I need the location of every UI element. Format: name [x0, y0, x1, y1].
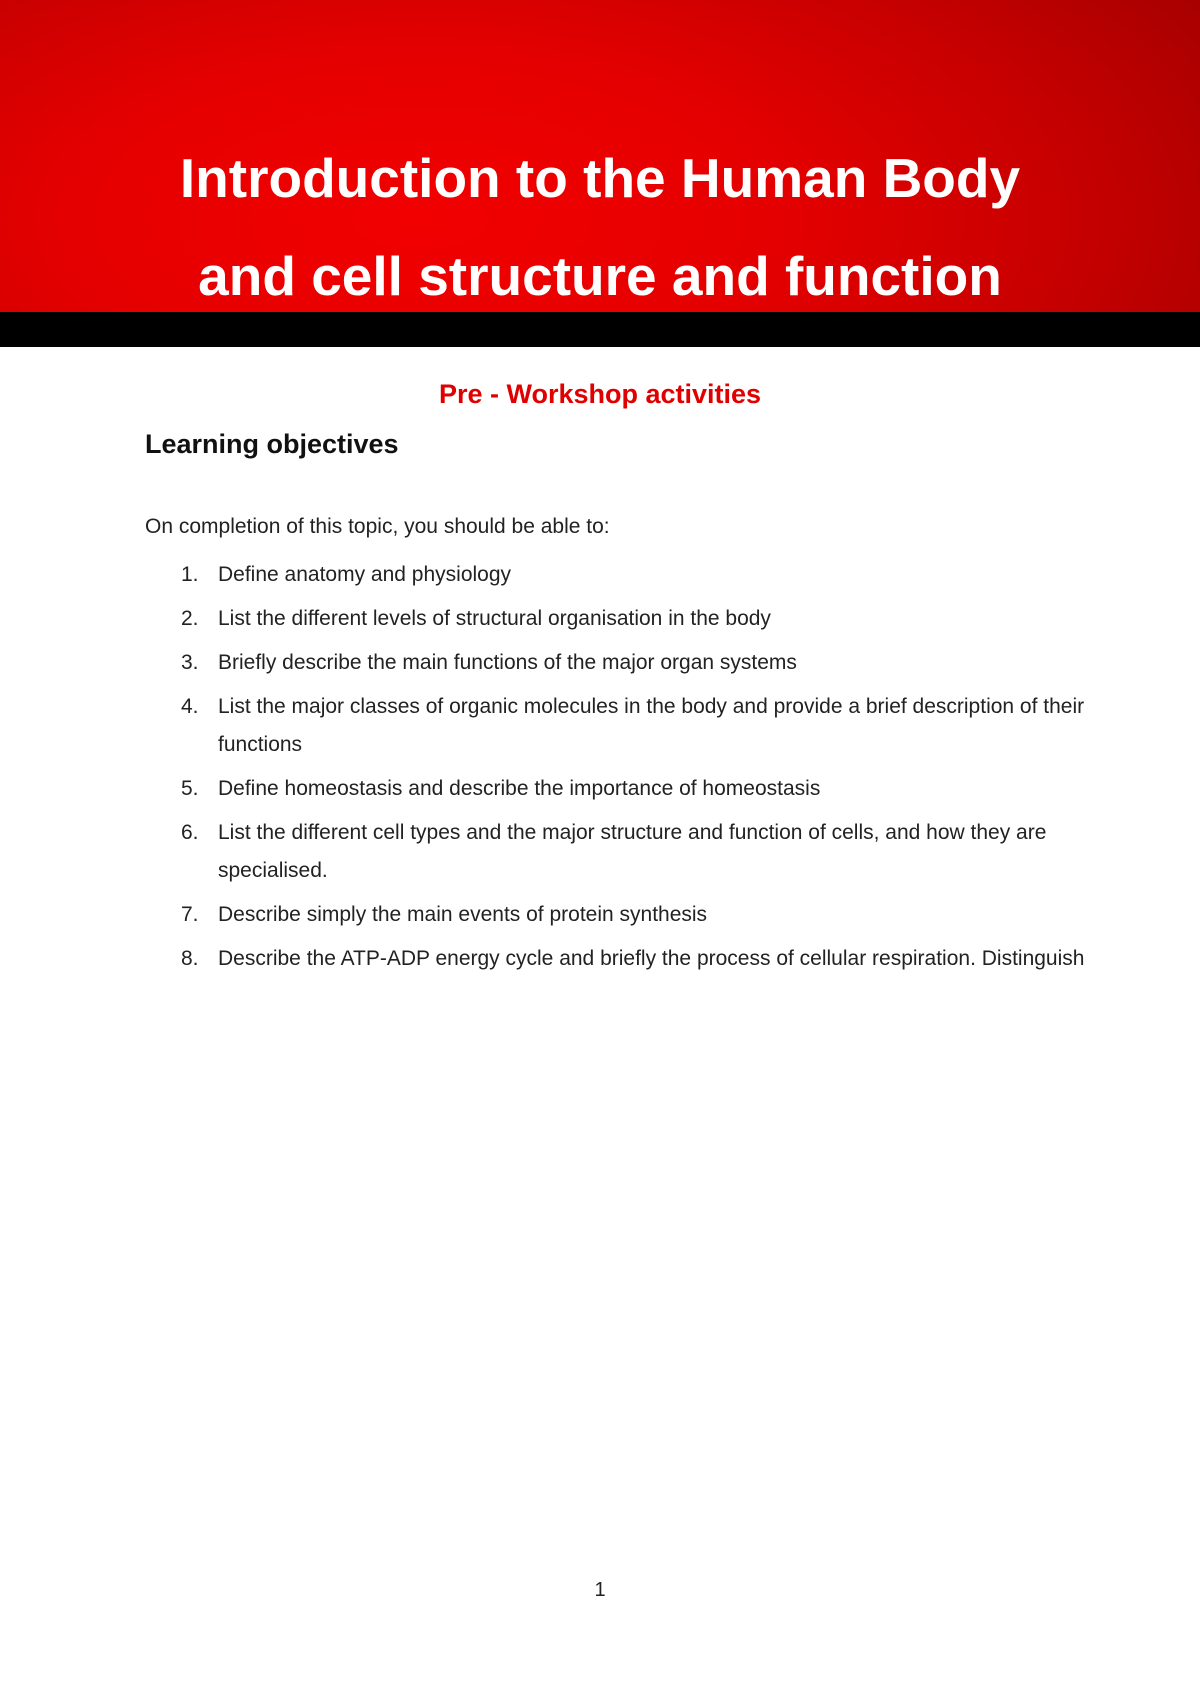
objective-text: List the different levels of structural organisation in the body [218, 607, 771, 630]
objectives-list [145, 556, 1105, 984]
objective-item [145, 556, 1105, 594]
objective-number: 2. [181, 607, 199, 630]
objective-number: 6. [181, 821, 199, 844]
objective-text: Describe the ATP-ADP energy cycle and briefly the process of cellular respiration. Distinguish [218, 947, 1085, 970]
objective-text: List the different cell types and the major structure and function of cells, and how they are specialised. [218, 821, 1047, 882]
objective-item [145, 688, 1105, 764]
objective-item [145, 940, 1105, 978]
objective-number: 7. [181, 903, 199, 926]
section-title: Pre - Workshop activities [438, 379, 762, 409]
objective-number: 1. [181, 563, 199, 586]
document-title-line-1: Introduction to the Human Body [179, 147, 1021, 209]
page-number: 1 [594, 1579, 606, 1601]
objective-text: Define homeostasis and describe the importance of homeostasis [218, 777, 821, 800]
learning-objectives-heading: Learning objectives [145, 429, 399, 459]
objectives-intro: On completion of this topic, you should be able to: [145, 515, 610, 538]
banner-divider-bar [0, 312, 1200, 347]
objective-item [145, 600, 1105, 638]
objective-item [145, 896, 1105, 934]
objective-item [145, 814, 1105, 890]
document-title-line-2: and cell structure and function [198, 245, 1002, 307]
objective-text: Briefly describe the main functions of the major organ systems [218, 651, 797, 674]
objective-number: 3. [181, 651, 199, 674]
objective-number: 8. [181, 947, 199, 970]
objective-number: 5. [181, 777, 199, 800]
objective-text: List the major classes of organic molecules in the body and provide a brief description of their functions [218, 695, 1085, 756]
objective-text: Define anatomy and physiology [218, 563, 512, 586]
objective-item [145, 770, 1105, 808]
title-banner [0, 0, 1200, 312]
objective-item [145, 644, 1105, 682]
objective-text: Describe simply the main events of protein synthesis [218, 903, 708, 926]
objective-number: 4. [181, 695, 199, 718]
